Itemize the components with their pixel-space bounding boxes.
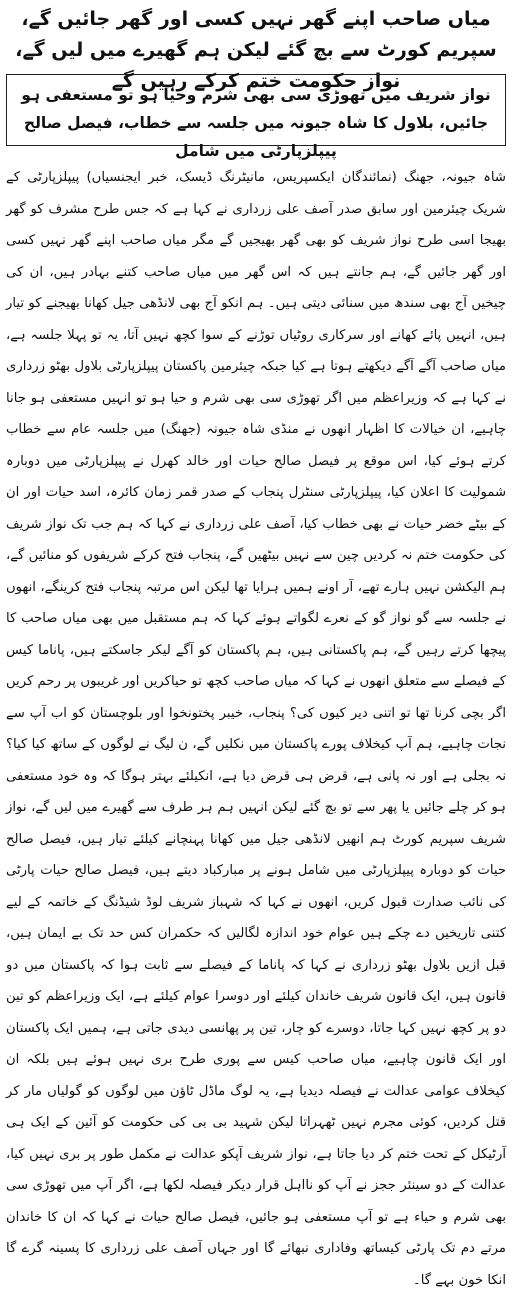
article-body xyxy=(6,162,506,1288)
article-subheadline: نواز شریف میں تھوڑی سی بھی شرم وحیا ہو تو مستعفی ہو جائیں، بلاول کا شاہ جیونہ میں جلسہ سے خطاب، فیصل صالح پیپلزپارٹی میں شامل xyxy=(21,86,491,160)
article-headline: میاں صاحب اپنے گھر نہیں کسی اور گھر جائیں گے، سپریم کورٹ سے بچ گئے لیکن ہم گھیرے میں لیں گے، نواز حکومت ختم کرکے رہیں گے xyxy=(15,8,497,92)
subheadline-box xyxy=(6,74,506,160)
article-body-text: شاہ جیونہ، جھنگ (نمائندگان ایکسپریس، مانیٹرنگ ڈیسک، خبر ایجنسیاں) پیپلزپارٹی کے شریک چیئرمین اور سابق صدر آصف علی زرداری نے کہا ہے کہ جس طرح مشرف کو گھر بھیجا اسی طرح نواز شریف کو بھی گھر بھیجیں گے مگر میاں صاحب اپنے گھر نہیں کسی اور گھر جائیں گے، ہم جانتے ہیں کہ اس گھر میں میاں صاحب کتنے بہادر ہیں، ان کی چیخیں آج بھی سندھ میں سنائی دیتی ہیں۔ ہم انکو آج بھی لانڈھی جیل کھانا بھیجنے کو تیار ہیں، انہیں پائے کھانے اور سرکاری روٹیاں توڑنے کے سوا کچھ نہیں آتا، یہ تو پہلا جلسہ ہے، میاں صاحب آگے آگے دیکھتے ہوتا ہے کیا جبکہ چیئرمین پاکستان پیپلزپارٹی بلاول بھٹو زرداری نے کہا ہے کہ وزیراعظم میں اگر تھوڑی سی بھی شرم و حیا ہو تو انہیں مستعفی ہو جانا چاہیے، ان خیالات کا اظہار انھوں نے منڈی شاہ جیونہ (جھنگ) میں جلسہ عام سے خطاب کرتے ہوئے کیا، اس موقع پر فیصل صالح حیات اور خالد کھرل نے پیپلزپارٹی میں دوبارہ شمولیت کا اعلان کیا، پیپلزپارٹی سنٹرل پنجاب کے صدر قمر زمان کائرہ، اسد حیات اور ان کے بیٹے خضر حیات نے بھی خطاب کیا، آصف علی زرداری نے کہا کہ ہم جب تک نواز شریف کی حکومت ختم نہ کردیں چین سے نہیں بیٹھیں گے، پنجاب فتح کرکے شریفوں کو منائیں گے، ہم الیکشن نہیں ہارے تھے، آر اونے ہمیں ہرایا تھا لیکن اس مرتبہ پنجاب فتح کرینگے، انھوں نے جلسہ سے گو نواز گو کے نعرے لگواتے ہوئے کہا کہ ہم مستقبل میں بھی میاں صاحب کا پیچھا کرتے رہیں گے، ہم پاکستانی ہیں، ہم پاکستان کو آگے لیکر جاسکتے ہیں، پاناما کیس کے فیصلے سے متعلق انھوں نے کہا کہ میاں صاحب کچھ تو حیاکریں اور غریبوں پر رحم کریں اگر بچی کرنا تھا تو اتنی دیر کیوں کی؟ پنجاب، خیبر پختونخوا اور بلوچستان کو اب آپ سے نجات چاہیے، ہم آپ کیخلاف پورے پاکستان میں نکلیں گے، ن لیگ نے لوگوں کے ساتھ کیا کیا؟ نہ بجلی ہے اور نہ پانی ہے، قرض ہی قرض دیا ہے، انکیلئے بہتر ہوگا کہ وہ خود مستعفی ہو کر چلے جائیں یا پھر سے تو بچ گئے لیکن انہیں ہم ہر طرف سے گھیرے میں لیں گے، نواز شریف سپریم کورٹ ہم انھیں لانڈھی جیل میں کھانا پہنچانے کیلئے تیار ہیں، فیصل صالح حیات کو دوبارہ پیپلزپارٹی میں شامل ہونے پر مبارکباد دیتے ہیں، فیصل صالح حیات پارٹی کی نائب صدارت قبول کریں، انھوں نے کہا کہ شہباز شریف لوڈ شیڈنگ کے خاتمہ کے لیے کتنی تاریخیں دے چکے ہیں عوام خود اندازہ لگالیں کہ حکمران کس حد تک بے ایمان ہیں، قبل ازیں بلاول بھٹو زرداری نے کہا کہ پاناما کے فیصلے سے ثابت ہوا کہ پاکستان میں دو قانون ہیں، ایک قانون شریف خاندان کیلئے اور دوسرا عوام کیلئے ہے، ایک وزیراعظم کو تین دو پر کچھ نہیں کہا جاتا، دوسرے کو چار، تین پر پھانسی دیدی جاتی ہے، ہمیں ایک پاکستان اور ایک قانون چاہیے، میاں صاحب کیس سے پوری طرح بری نہیں ہوئے ہیں بلکہ ان کیخلاف عوامی عدالت نے فیصلہ دیدیا ہے، یہ لوگ ماڈل ٹاؤن میں لوگوں کو گولیاں مار کر قتل کردیں، کوئی مجرم نہیں ٹھہراتا لیکن شہید بی بی کی حکومت کو آئین کے ایک ہی آرٹیکل کے تحت ختم کر دیا جاتا ہے، نواز شریف آپکو عدالت نے مکمل طور پر بری نہیں کیا، عدالت کے دو سینئر ججز نے آپ کو نااہل قرار دیکر فیصلہ لکھا ہے، اگر آپ میں تھوڑی سی بھی شرم و حیاء ہے تو آپ مستعفی ہو جائیں، فیصل صالح حیات نے کہا کہ ان کا خاندان مرتے دم تک پارٹی کیساتھ وفاداری نبھائے گا اور جہاں آصف علی زرداری کا پسینہ گرے گا انکا خون بہے گا۔ xyxy=(6,170,506,1288)
